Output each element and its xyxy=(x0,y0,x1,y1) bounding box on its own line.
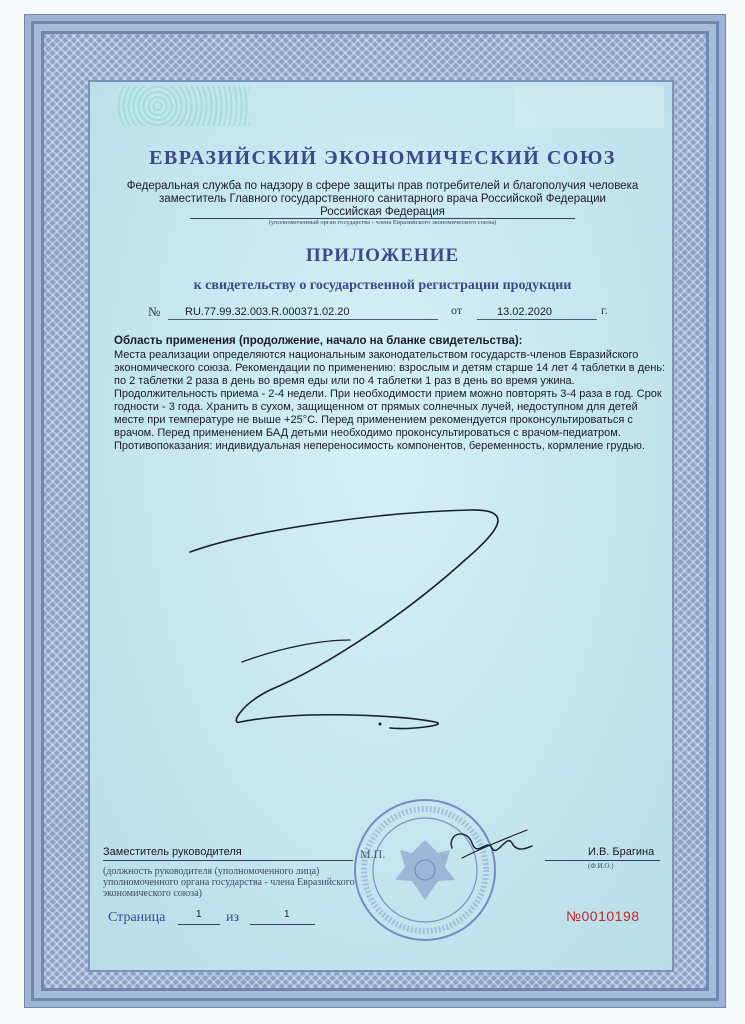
union-title: ЕВРАЗИЙСКИЙ ЭКОНОМИЧЕСКИЙ СОЮЗ xyxy=(149,147,616,169)
year-suffix: г. xyxy=(601,303,608,317)
seal-place-label: М.П. xyxy=(360,847,386,861)
of-label: из xyxy=(226,910,240,925)
page-number-rule xyxy=(178,924,220,925)
agency-line: Федеральная служба по надзору в сфере защиты прав потребителей и благополучия человека xyxy=(126,180,639,192)
registration-number: RU.77.99.32.003.R.000371.02.20 xyxy=(185,306,350,318)
page-total-rule xyxy=(250,924,315,925)
agency-line: Российская Федерация xyxy=(320,206,445,218)
stamp-signature xyxy=(432,818,542,873)
registration-date: 13.02.2020 xyxy=(497,306,553,318)
fio-caption: (Ф.И.О.) xyxy=(588,862,614,870)
role-rule xyxy=(103,860,353,861)
hologram-mark xyxy=(118,86,250,126)
page-label: Страница xyxy=(108,910,166,925)
page-total: 1 xyxy=(284,909,290,920)
annex-title: ПРИЛОЖЕНИЕ xyxy=(305,245,460,266)
hologram-mark-right xyxy=(514,86,664,128)
number-rule xyxy=(168,319,438,320)
page-number: 1 xyxy=(196,909,202,920)
signatory-name: И.В. Брагина xyxy=(588,846,655,858)
agency-caption: (уполномоченный орган государства - члена Евразийского экономического союза) xyxy=(268,219,497,226)
number-label: № xyxy=(148,304,161,319)
signatory-role: Заместитель руководителя xyxy=(103,846,242,858)
agency-block xyxy=(110,180,655,219)
position-caption: (должность руководителя (уполномоченного лица) уполномоченного органа государства - члена Евразийского экономического союза) xyxy=(103,866,355,899)
scope-heading: Область применения (продолжение, начало на бланке свидетельства): xyxy=(114,335,523,347)
serial-number: №0010198 xyxy=(566,908,640,924)
scope-text: Места реализации определяются национальным законодательством государств-членов Евразийского экономического союза. Рекомендации по применению: взрослым и детям старше 14 лет 4 таблетки в день: по 2 таблетки 2 раза в день во время еды или по 4 таблетки 1 раз в день во время ужина. Продолжительность приема - 2-4 недели. При необходимости прием можно повторять 3-4 раза в год. Срок годности - 3 года. Хранить в сухом, защищенном от прямых солнечных лучей, недоступном для детей месте при температуре не выше +25°С. Перед применением рекомендуется проконсультироваться с врачом. Перед применением БАД детьми необходимо проконсультироваться с врачом-педиатром. Противопоказания: индивидуальная непереносимость компонентов, беременность, кормление грудью. xyxy=(114,349,666,452)
date-rule xyxy=(477,319,597,320)
agency-line: заместитель Главного государственного санитарного врача Российской Федерации xyxy=(159,193,606,205)
signature-scribble xyxy=(180,490,530,740)
annex-subtitle: к свидетельству о государственной регистрации продукции xyxy=(193,278,572,293)
from-label: от xyxy=(451,303,463,317)
name-rule xyxy=(545,860,660,861)
